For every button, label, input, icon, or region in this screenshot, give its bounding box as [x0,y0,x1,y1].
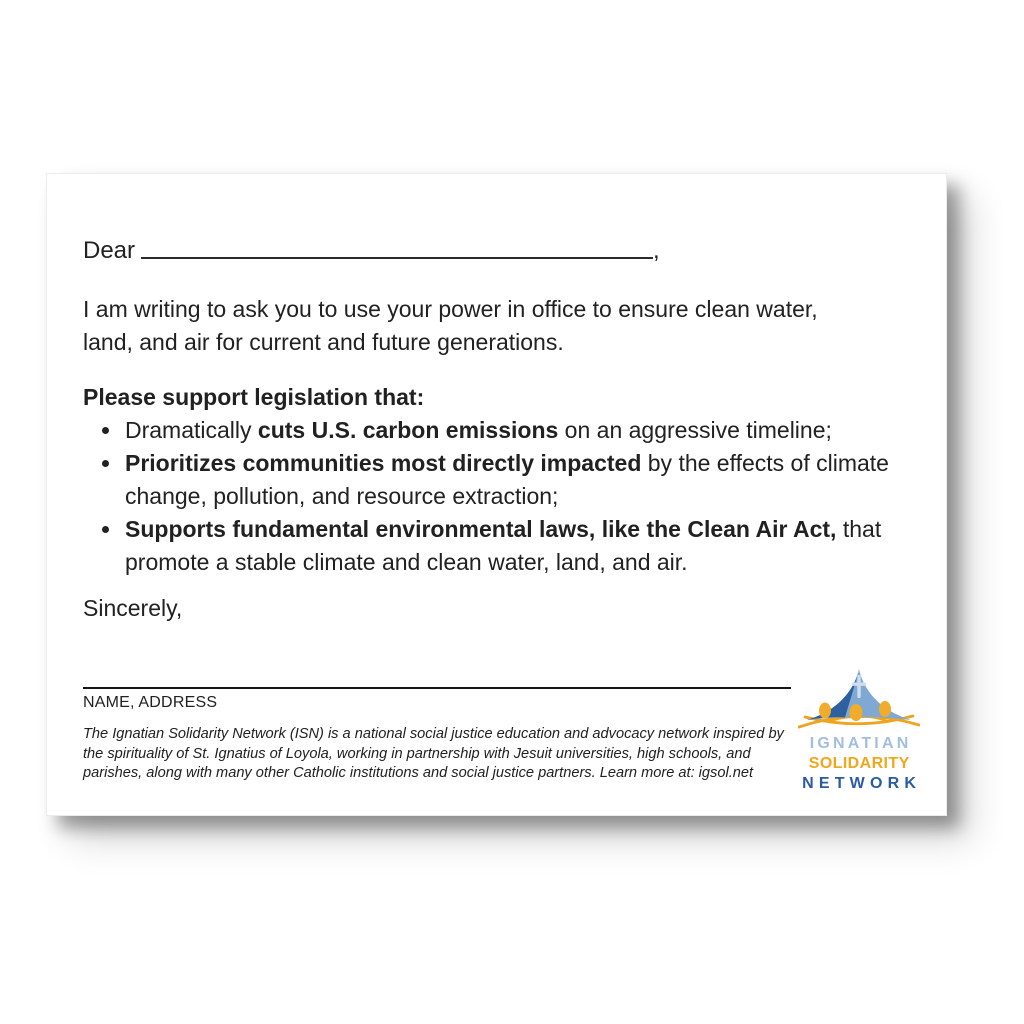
closing-line: Sincerely, [83,595,183,621]
letter-card [46,173,947,816]
footer-about-text: The Ignatian Solidarity Network (ISN) is a national social justice education and advocacy network inspired by the spirituality of St. Ignatius of Loyola, working in partnership with Jesuit universities, high schools, and parishes, along with many other Catholic institutions and social justice partners. Learn more at: igsol.net [83,726,784,781]
isn-tent-emblem [798,666,920,732]
logo-text-ignatian: IGNATIAN [809,735,912,752]
recipient-name-blank [141,253,653,259]
signature-line [83,687,791,689]
signature-caption: NAME, ADDRESS [83,694,218,711]
logo-text-network: NETWORK [802,775,922,792]
legislation-points-list [83,414,893,579]
intro-paragraph: I am writing to ask you to use your power in office to ensure clean water, land, and air for current and future generations. [83,296,818,355]
salutation-suffix: , [653,237,660,264]
logo-text-solidarity: SOLIDARITY [808,755,910,772]
bullet-carbon-emissions: • Dramatically cuts U.S. carbon emissions on an aggressive timeline; [123,414,893,447]
list-heading: Please support legislation that: [83,384,425,410]
salutation-line [83,236,886,266]
bullet-environmental-laws: • Supports fundamental environmental laws, like the Clean Air Act, that promote a stable climate and clean water, land, and air. [123,513,893,579]
isn-logo [798,666,920,794]
bullet-communities-impacted: • Prioritizes communities most directly impacted by the effects of climate change, pollution, and resource extraction; [123,447,893,513]
salutation-prefix: Dear [83,237,136,264]
